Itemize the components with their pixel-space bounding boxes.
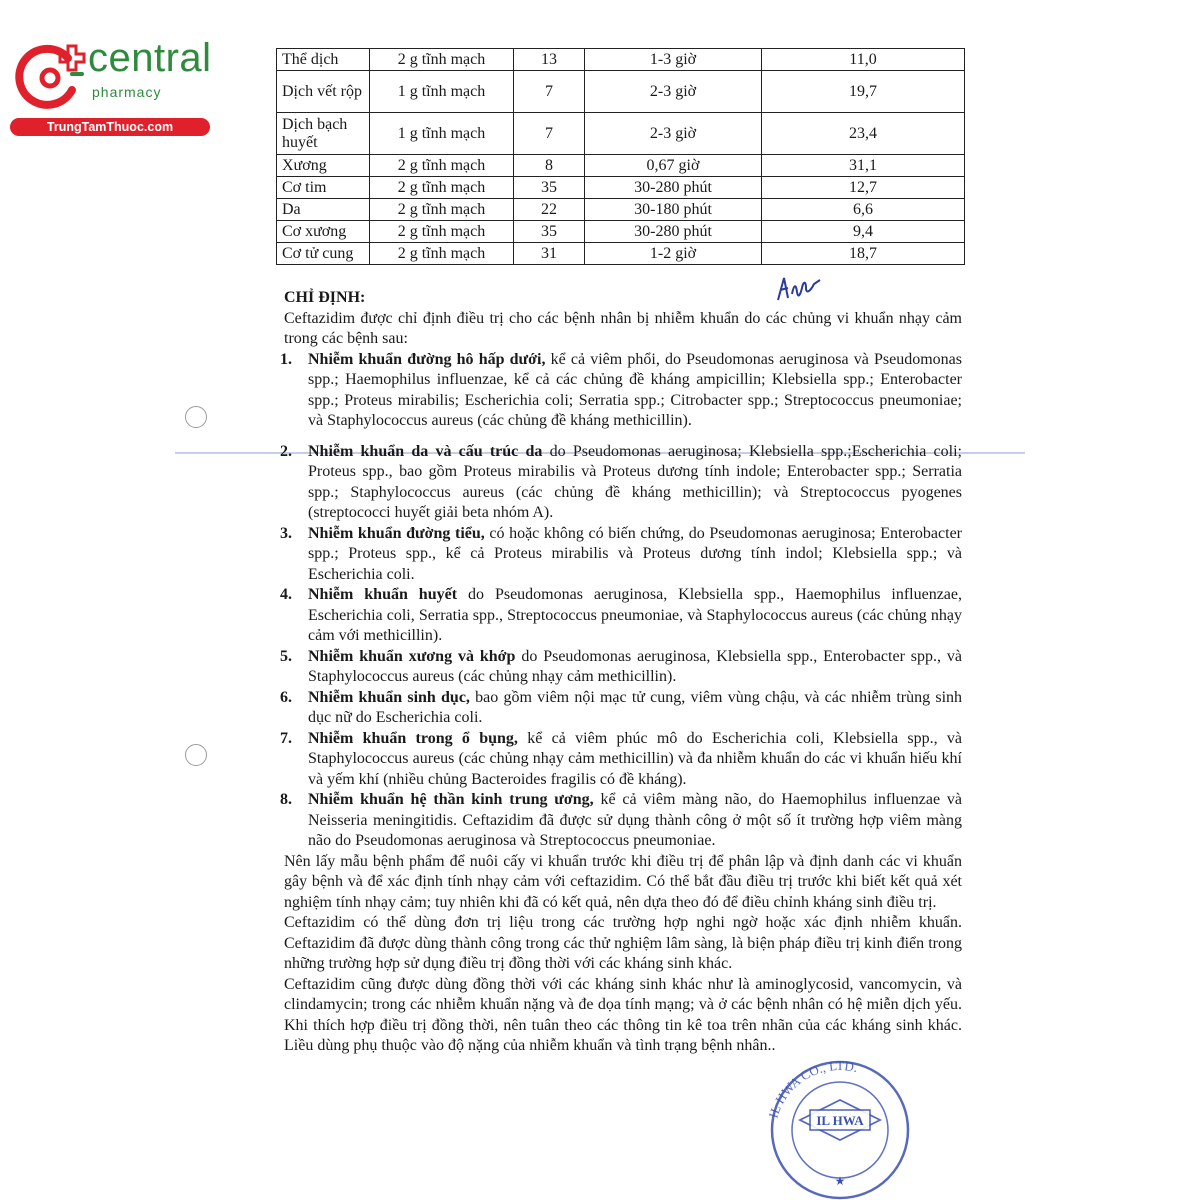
stamp-ring-text: IL HWA CO., LTD. (765, 1057, 860, 1120)
svg-text:★: ★ (834, 1174, 846, 1188)
table-cell: Xương (277, 155, 370, 177)
table-row (277, 243, 965, 265)
indication-number: 2. (280, 442, 292, 460)
table-cell: 22 (514, 199, 585, 221)
table-cell: Dịch vết rộp (277, 71, 370, 113)
table-cell: 23,4 (762, 113, 965, 155)
table-cell: 31 (514, 243, 585, 265)
table-cell: Cơ tử cung (277, 243, 370, 265)
table-cell: 30-180 phút (585, 199, 762, 221)
indication-title: Nhiễm khuẩn đường hô hấp dưới, (308, 350, 546, 368)
logo-sub: pharmacy (92, 84, 162, 100)
intro-paragraph: Ceftazidim được chỉ định điều trị cho các bệnh nhân bị nhiễm khuẩn do các chủng vi khuẩn nhạy cảm trong các bệnh sau: (284, 309, 962, 347)
table-cell: 9,4 (762, 221, 965, 243)
indication-title: Nhiễm khuẩn sinh dục, (308, 688, 470, 706)
indication-item (280, 585, 963, 647)
indication-title: Nhiễm khuẩn trong ổ bụng, (308, 729, 518, 747)
indication-number: 6. (280, 688, 292, 706)
table-cell: 2 g tĩnh mạch (370, 199, 514, 221)
indication-item (280, 729, 962, 791)
indication-text: kể cả viêm phổi, do Pseudomonas aeruginosa và Pseudomonas spp.; Haemophilus influenzae, kể cả các chủng đề kháng ampicillin; Klebsiella spp.; Enterobacter spp.; Proteus mirabilis; Escherichia coli; Serratia spp.; Citrobacter spp.; Streptococcus pneumoniae; và Staphylococcus aureus (các chủng đề kháng methicillin). (308, 350, 962, 429)
punch-hole (185, 406, 207, 428)
company-stamp-icon (755, 1040, 925, 1200)
table-cell: 8 (514, 155, 585, 177)
table-row (277, 177, 965, 199)
table-cell: 18,7 (762, 243, 965, 265)
indication-number: 7. (280, 729, 292, 747)
indication-title: Nhiễm khuẩn xương và khớp (308, 647, 516, 665)
table-cell: 30-280 phút (585, 177, 762, 199)
table-cell: 2 g tĩnh mạch (370, 177, 514, 199)
indications-list (280, 350, 963, 852)
indications-section (280, 288, 963, 1057)
indication-number: 5. (280, 647, 292, 665)
indication-text: do Pseudomonas aeruginosa, Klebsiella spp., Enterobacter spp., và Staphylococcus aureus (các chủng nhạy cảm methicillin). (308, 647, 963, 685)
paragraph-culture: Nên lấy mẫu bệnh phẩm để nuôi cấy vi khuẩn trước khi điều trị để phân lập và định danh các vi khuẩn gây bệnh và để xác định tính nhạy cảm với ceftazidim. Có thể bắt đầu điều trị trước khi biết kết quả xét nghiệm tính nhạy cảm; tuy nhiên khi đã có kết quả, nên dựa theo đó để điều chỉnh kháng sinh điều trị. (284, 852, 962, 911)
indication-number: 3. (280, 524, 292, 542)
indication-title: Nhiễm khuẩn hệ thần kinh trung ương, (308, 791, 594, 808)
table-cell: 1-3 giờ (585, 49, 762, 71)
table-cell: 1 g tĩnh mạch (370, 113, 514, 155)
indication-text: do Pseudomonas aeruginosa, Klebsiella spp., Haemophilus influenzae, Escherichia coli, Serratia spp., Streptococcus pneumoniae, và Staphylococcus aureus (các chủng nhạy cảm với methicillin). (308, 586, 963, 644)
indication-title: Nhiễm khuẩn da và cấu trúc da (308, 442, 543, 460)
table-cell: 0,67 giờ (585, 155, 762, 177)
table-row (277, 155, 965, 177)
table-cell: 13 (514, 49, 585, 71)
tissue-concentration-table (276, 48, 965, 265)
indication-number: 4. (280, 586, 292, 603)
indication-item (280, 790, 963, 852)
indication-text: có hoặc không có biến chứng, do Pseudomonas aeruginosa; Enterobacter spp.; Proteus spp., kể cả Proteus mirabilis và Proteus dương tính indol; Klebsiella spp.; và Escherichia coli. (308, 524, 963, 583)
table-row (277, 221, 965, 243)
indication-text: kể cả viêm phúc mô do Escherichia coli, Klebsiella spp., và Staphylococcus aureus (các chủng nhạy cảm methicillin) và đa nhiễm khuẩn do các vi khuẩn hiếu khí và yếm khí (nhiều chủng Bacteroides fragilis có đề kháng). (308, 729, 962, 788)
section-heading: CHỈ ĐỊNH: (284, 289, 366, 306)
stamp-text: IL HWA (816, 1113, 864, 1128)
paragraph-combination: Ceftazidim cũng được dùng đồng thời với các kháng sinh khác như là aminoglycosid, vancomycin, và clindamycin; trong các nhiễm khuẩn nặng và đe dọa tính mạng; và ở các bệnh nhân có hệ miễn dịch yếu. Khi thích hợp điều trị đồng thời, nên tuân theo các thông tin kê toa trên nhãn của các kháng sinh khác. Liều dùng phụ thuộc vào độ nặng của nhiễm khuẩn và tình trạng bệnh nhân.. (284, 975, 962, 1054)
table-cell: 2 g tĩnh mạch (370, 49, 514, 71)
indication-title: Nhiễm khuẩn đường tiểu, (308, 524, 485, 542)
table-row (277, 49, 965, 71)
table-cell: 2 g tĩnh mạch (370, 221, 514, 243)
table-cell: 2 g tĩnh mạch (370, 155, 514, 177)
table-cell: 7 (514, 113, 585, 155)
table-cell: 7 (514, 71, 585, 113)
indication-text: bao gồm viêm nội mạc tử cung, viêm vùng chậu, và các nhiễm trùng sinh dục nữ do Escherichia coli. (308, 688, 963, 726)
table-cell: Thể dịch (277, 49, 370, 71)
indication-text: kể cả viêm màng não, do Haemophilus influenzae và Neisseria meningitidis. Ceftazidim đã được sử dụng thành công ở một số ít trường hợp viêm màng não do Pseudomonas aeruginosa và Streptococcus pneumoniae. (308, 791, 963, 849)
table-cell: Cơ xương (277, 221, 370, 243)
indication-number: 8. (280, 791, 292, 808)
table-row (277, 71, 965, 113)
indication-item (280, 647, 963, 688)
table-cell: 31,1 (762, 155, 965, 177)
table-cell: Cơ tim (277, 177, 370, 199)
indication-item (280, 688, 963, 729)
table-cell: 6,6 (762, 199, 965, 221)
table-row (277, 199, 965, 221)
logo-banner[interactable]: TrungTamThuoc.com (10, 118, 210, 136)
table-cell: 35 (514, 177, 585, 199)
table-cell: 1-2 giờ (585, 243, 762, 265)
indication-item (280, 524, 963, 586)
table-cell: 2-3 giờ (585, 71, 762, 113)
paragraph-monotherapy: Ceftazidim có thể dùng đơn trị liệu trong các trường hợp nghi ngờ hoặc xác định nhiễm khuẩn. Ceftazidim đã được dùng thành công trong các thử nghiệm lâm sàng, là biện pháp điều trị kinh điển trong những trường hợp sử dụng điều trị đồng thời với các kháng sinh khác. (284, 914, 962, 972)
table-cell: 35 (514, 221, 585, 243)
table-row (277, 113, 965, 155)
table-cell: 2 g tĩnh mạch (370, 243, 514, 265)
table-cell: 1 g tĩnh mạch (370, 71, 514, 113)
indication-number: 1. (280, 350, 292, 368)
central-pharmacy-logo[interactable] (10, 38, 220, 138)
punch-hole (185, 744, 207, 766)
table-cell: 2-3 giờ (585, 113, 762, 155)
logo-mark-icon (10, 38, 90, 118)
indication-item (280, 442, 962, 524)
table-cell: 19,7 (762, 71, 965, 113)
indication-item (280, 350, 962, 432)
table-cell: Da (277, 199, 370, 221)
table-cell: 12,7 (762, 177, 965, 199)
table-cell: Dịch bạch huyết (277, 113, 370, 155)
indication-text: do Pseudomonas aeruginosa; Klebsiella spp.;Escherichia coli; Proteus spp., bao gồm Proteus mirabilis và Proteus dương tính indole; Enterobacter spp.; Serratia spp.; Staphylococcus aureus (các chủng đề kháng methicillin); và Streptococcus pyogenes (streptococci huyết giải beta nhóm A). (308, 442, 962, 521)
logo-brand: central (88, 36, 212, 80)
indication-title: Nhiễm khuẩn huyết (308, 586, 458, 603)
table-cell: 11,0 (762, 49, 965, 71)
table-cell: 30-280 phút (585, 221, 762, 243)
